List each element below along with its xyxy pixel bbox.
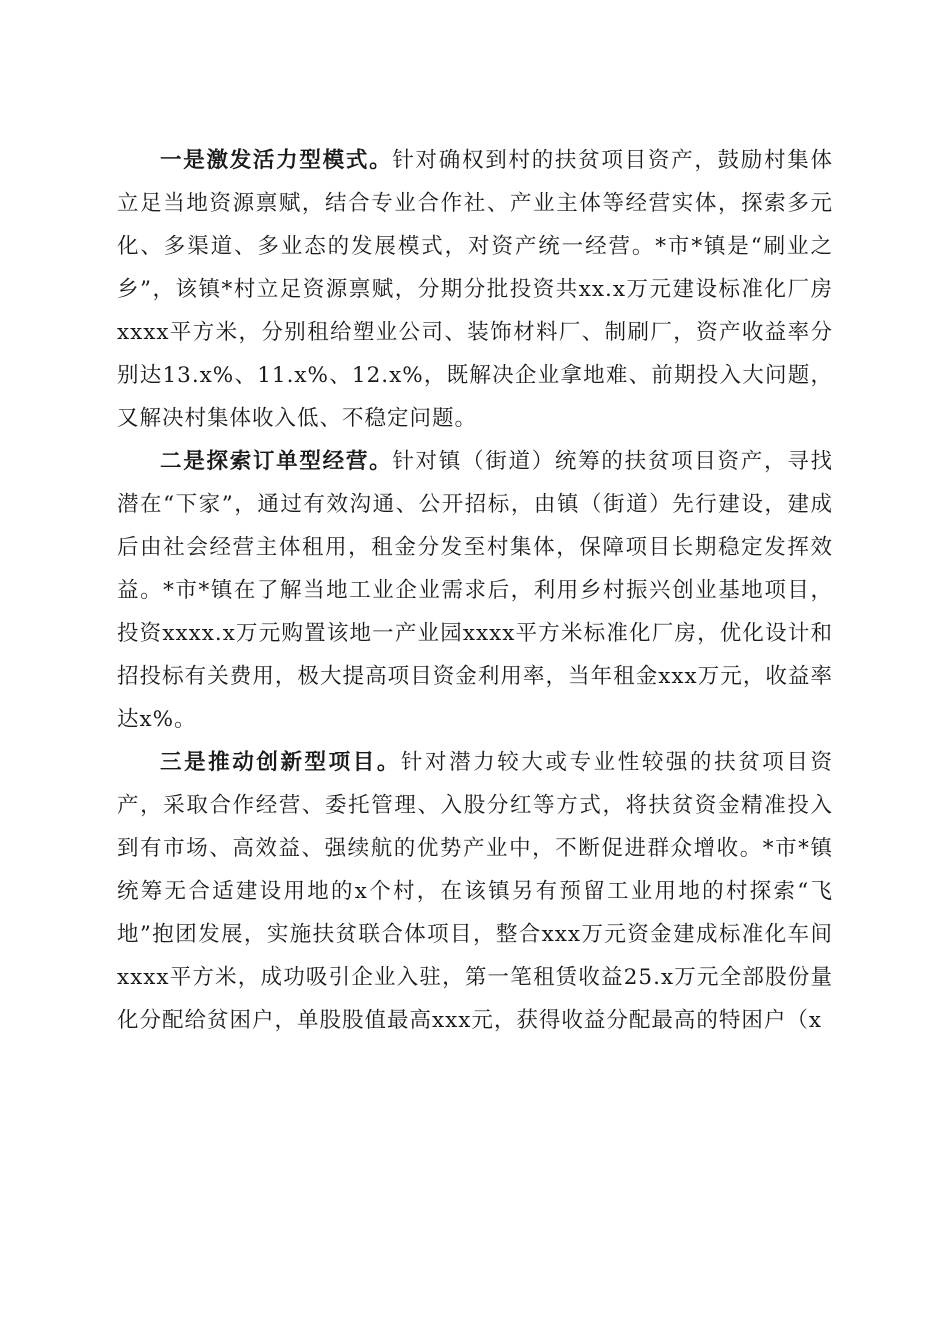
- paragraph-3-heading: 三是推动创新型项目。: [160, 750, 401, 775]
- paragraph-3: [117, 741, 833, 1042]
- document-page: [117, 139, 833, 1042]
- paragraph-1-body: 针对确权到村的扶贫项目资产，鼓励村集体立足当地资源禀赋，结合专业合作社、产业主体等经营实体，探索多元化、多渠道、多业态的发展模式，对资产统一经营。*市*镇是“刷业之乡”，该镇*村立足资源禀赋，分期分批投资共xx.x万元建设标准化厂房xxxx平方米，分别租给塑业公司、装饰材料厂、制刷厂，资产收益率分别达13.x%、11.x%、12.x%，既解决企业拿地难、前期投入大问题，又解决村集体收入低、不稳定问题。: [117, 148, 833, 431]
- paragraph-2-heading: 二是探索订单型经营。: [160, 449, 393, 474]
- paragraph-3-body: 针对潜力较大或专业性较强的扶贫项目资产，采取合作经营、委托管理、入股分红等方式，将扶贫资金精准投入到有市场、高效益、强续航的优势产业中，不断促进群众增收。*市*镇统筹无合适建设用地的x个村，在该镇另有预留工业用地的村探索“飞地”抱团发展，实施扶贫联合体项目，整合xxx万元资金建成标准化车间xxxx平方米，成功吸引企业入驻，第一笔租赁收益25.x万元全部股份量化分配给贫困户，单股股值最高xxx元，获得收益分配最高的特困户（x: [117, 750, 833, 1033]
- paragraph-1: [117, 139, 833, 440]
- paragraph-2: [117, 440, 833, 741]
- paragraph-2-body: 针对镇（街道）统筹的扶贫项目资产，寻找潜在“下家”，通过有效沟通、公开招标，由镇（街道）先行建设，建成后由社会经营主体租用，租金分发至村集体，保障项目长期稳定发挥效益。*市*镇在了解当地工业企业需求后，利用乡村振兴创业基地项目，投资xxxx.x万元购置该地一产业园xxxx平方米标准化厂房，优化设计和招投标有关费用，极大提高项目资金利用率，当年租金xxx万元，收益率达x%。: [117, 449, 833, 732]
- paragraph-1-heading: 一是激发活力型模式。: [160, 148, 393, 173]
